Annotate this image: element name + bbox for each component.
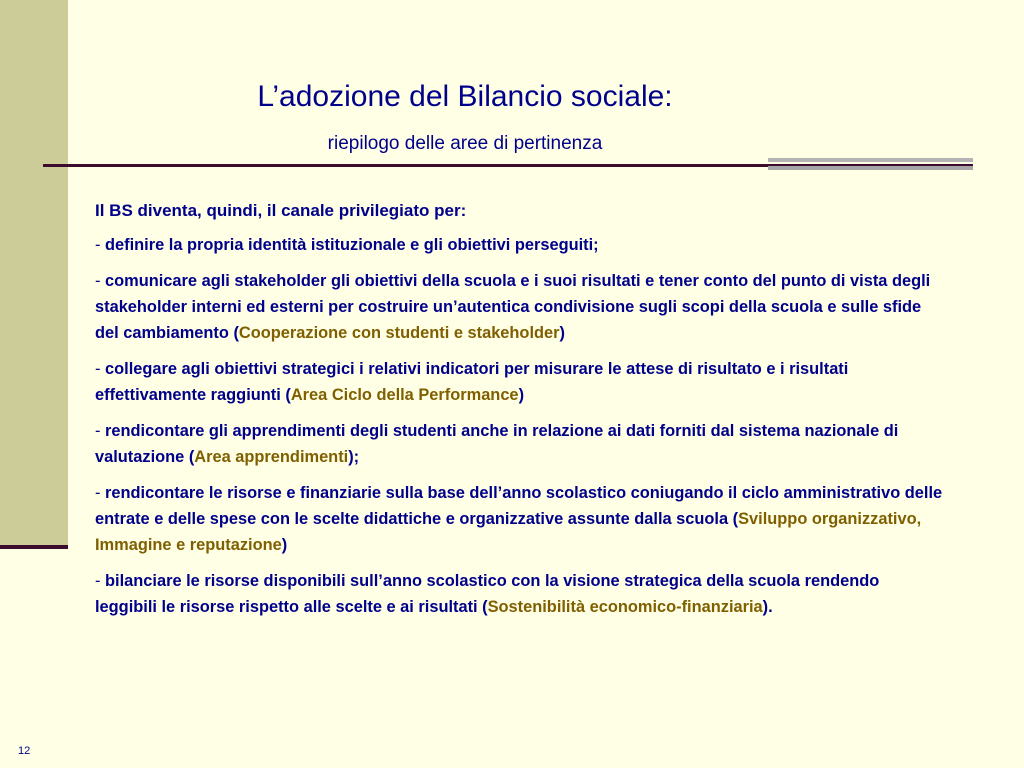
item-close: );: [348, 448, 360, 466]
lead-sentence: Il BS diventa, quindi, il canale privilegiato per:: [95, 201, 467, 220]
list-item: [95, 356, 945, 408]
area-label: Area apprendimenti: [194, 448, 349, 466]
slide-body: [95, 198, 945, 630]
bullet-dash: -: [95, 422, 101, 440]
left-band-rule: [0, 545, 68, 549]
item-close: ).: [762, 598, 773, 616]
list-item: [95, 232, 945, 258]
slide-subtitle: riepilogo delle aree di pertinenza: [327, 133, 603, 154]
item-text: definire la propria identità istituzionale e gli obiettivi perseguiti;: [105, 236, 599, 254]
bullet-dash: -: [95, 236, 101, 254]
item-close: ): [518, 386, 525, 404]
area-label: Sviluppo organizzativo, Immagine e reputazione: [95, 510, 922, 554]
decorative-grey-bars: [768, 158, 973, 178]
item-text: bilanciare le risorse disponibili sull’anno scolastico con la visione strategica della scuola rendendo leggibili le risorse rispetto alle scelte e ai risultati (: [95, 572, 880, 616]
item-text: rendicontare le risorse e finanziarie sulla base dell’anno scolastico coniugando il ciclo amministrativo delle entrate e delle spese con le scelte didattiche e organizzative assunte dalla scuola (: [95, 484, 943, 528]
bullet-dash: -: [95, 272, 101, 290]
area-label: Sostenibilità economico-finanziaria: [487, 598, 763, 616]
item-text: rendicontare gli apprendimenti degli studenti anche in relazione ai dati forniti dal sistema nazionale di valutazione (: [95, 422, 899, 466]
area-label: Area Ciclo della Performance: [290, 386, 519, 404]
item-close: ): [281, 536, 288, 554]
bullet-dash: -: [95, 572, 101, 590]
item-close: ): [559, 324, 565, 342]
item-text: comunicare agli stakeholder gli obiettivi della scuola e i suoi risultati e tener conto del punto di vista degli stakeholder interni ed esterni per costruire un’autentica condivisione sugli scopi della scuola e sulle sfide del cambiamento (: [95, 272, 931, 342]
page-number: 12: [18, 745, 31, 757]
item-text: collegare agli obiettivi strategici i relativi indicatori per misurare le attese di risultato e i risultati effettivamente raggiunti (: [95, 360, 849, 404]
slide-title: L’adozione del Bilancio sociale:: [257, 80, 673, 113]
list-item: [95, 568, 945, 620]
bullet-dash: -: [95, 360, 101, 378]
list-item: [95, 268, 945, 346]
bullet-dash: -: [95, 484, 101, 502]
list-item: [95, 480, 945, 558]
area-label: Cooperazione con studenti e stakeholder: [238, 324, 560, 342]
list-item: [95, 418, 945, 470]
